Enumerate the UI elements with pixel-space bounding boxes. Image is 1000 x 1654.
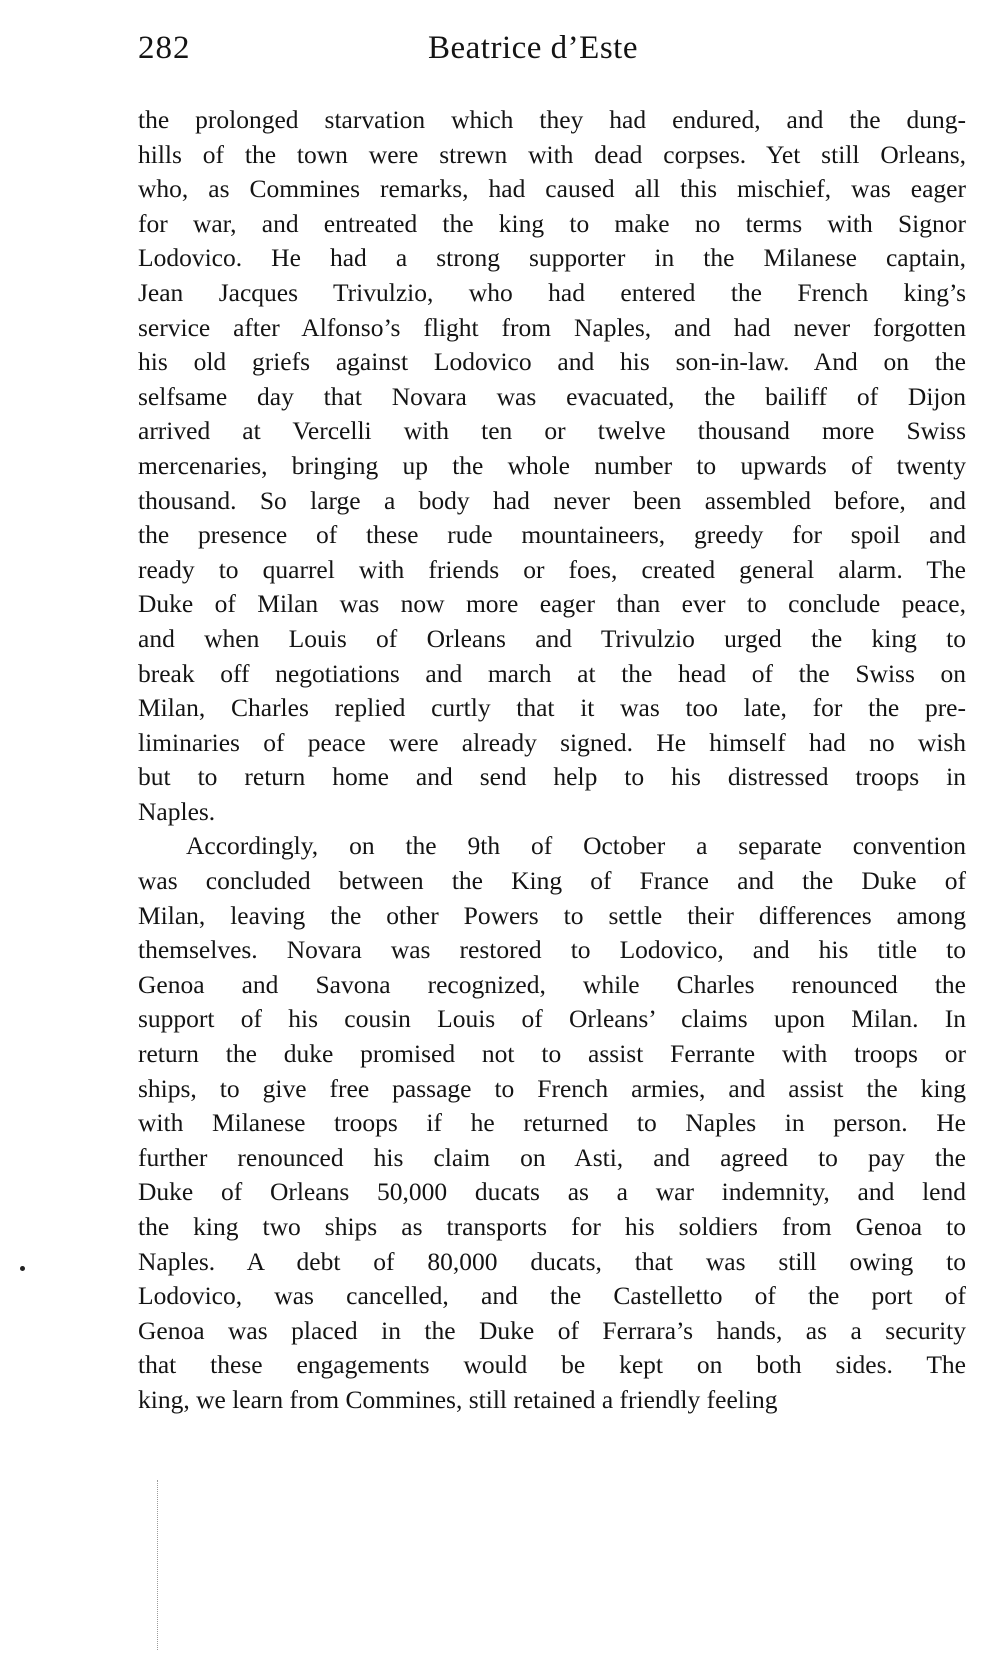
text-line: Naples. [138,796,216,826]
text-line: Milan, leaving the other Powers to settle their differences among [138,900,966,930]
text-line: further renounced his claim on Asti, and agreed to pay the [138,1142,966,1172]
text-line: his old griefs against Lodovico and his son-in-law. And on the [138,347,966,377]
scan-speck [20,1266,25,1271]
text-line: return the duke promised not to assist Ferrante with troops or [138,1039,966,1069]
text-line: Genoa and Savona recognized, while Charles renounced the [138,969,966,999]
text-line: for war, and entreated the king to make no terms with Signor [138,208,966,238]
page-number: 282 [138,30,191,66]
scan-gutter-mark [157,1480,158,1650]
text-line: ready to quarrel with friends or foes, created general alarm. The [138,554,966,584]
text-line: Duke of Orleans 50,000 ducats as a war indemnity, and lend [138,1177,966,1207]
text-line: that these engagements would be kept on both sides. The [138,1350,966,1380]
text-line: Lodovico, was cancelled, and the Castelletto of the port of [138,1281,966,1311]
text-line: arrived at Vercelli with ten or twelve thousand more Swiss [138,416,966,446]
text-line: with Milanese troops if he returned to Naples in person. He [138,1108,966,1138]
text-line: who, as Commines remarks, had caused all this mischief, was eager [138,174,966,204]
running-head-title: Beatrice d’Este [428,30,638,66]
text-line: liminaries of peace were already signed. He himself had no wish [138,727,966,757]
body-text [138,103,966,1418]
paragraph [138,103,966,829]
text-line: Duke of Milan was now more eager than ever to conclude peace, [138,589,966,619]
paragraph [138,829,966,1417]
text-line: thousand. So large a body had never been assembled before, and [138,485,966,515]
text-line: Lodovico. He had a strong supporter in the Milanese captain, [138,243,966,273]
text-line: break off negotiations and march at the head of the Swiss on [138,658,966,688]
text-line: service after Alfonso’s flight from Naples, and had never forgotten [138,312,966,342]
text-line: Genoa was placed in the Duke of Ferrara’s hands, as a security [138,1315,966,1345]
text-line: Milan, Charles replied curtly that it was too late, for the pre- [138,693,966,723]
text-line: ships, to give free passage to French armies, and assist the king [138,1073,966,1103]
text-line: themselves. Novara was restored to Lodovico, and his title to [138,935,966,965]
text-line: the presence of these rude mountaineers, greedy for spoil and [138,520,966,550]
text-line: Naples. A debt of 80,000 ducats, that was still owing to [138,1246,966,1276]
text-line: the king two ships as transports for his soldiers from Genoa to [138,1212,966,1241]
text-line: Accordingly, on the 9th of October a separate convention [186,831,966,861]
text-line: mercenaries, bringing up the whole number to upwards of twenty [138,450,966,480]
text-line: but to return home and send help to his distressed troops in [138,762,966,792]
text-line: support of his cousin Louis of Orleans’ claims upon Milan. In [138,1004,966,1034]
text-line: hills of the town were strewn with dead corpses. Yet still Orleans, [138,139,966,169]
text-line: selfsame day that Novara was evacuated, the bailiff of Dijon [138,381,966,411]
text-line: the prolonged starvation which they had endured, and the dung- [138,105,966,134]
text-line: Jean Jacques Trivulzio, who had entered the French king’s [138,277,966,307]
text-line: was concluded between the King of France and the Duke of [138,866,966,896]
text-line: and when Louis of Orleans and Trivulzio urged the king to [138,623,966,653]
text-line: king, we learn from Commines, still retained a friendly feeling [138,1384,778,1414]
